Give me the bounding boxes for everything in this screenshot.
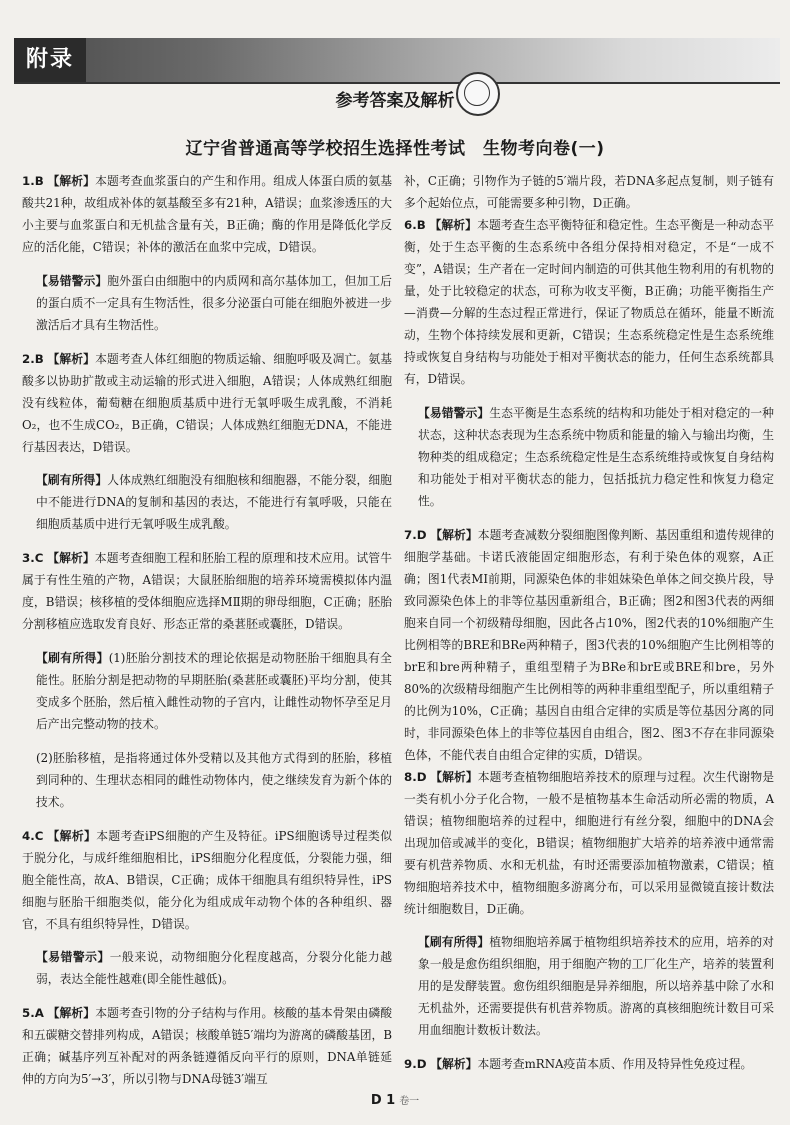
header-rule [14,82,780,84]
note-box [36,469,392,535]
analysis-label: 【解析】 [47,1006,96,1021]
note-label: 【易错警示】 [36,950,110,965]
note-text: 生态平衡是生态系统的结构和功能处于相对稳定的一种状态，这种状态表现为生态系统中物质和能量的输入与输出均衡，生物种类的组成稳定；生态系统稳定性是生态系统维持或恢复自身结构和功能处于相对平衡状态的能力，包括抵抗力稳定性和恢复力稳定性。 [418,405,774,508]
note-label: 【刷有所得】 [418,935,490,950]
analysis-label: 【解析】 [430,769,478,784]
answer-number: 1.B [22,174,44,188]
note-label: 【易错警示】 [36,273,108,288]
answer-number: 6.B [404,218,426,232]
answer-number: 2.B [22,351,44,366]
answer-text: 本题考查人体红细胞的物质运输、细胞呼吸及凋亡。氨基酸多以协助扩散或主动运输的形式进入细胞，A错误；人体成熟红细胞没有线粒体，葡萄糖在细胞质基质中进行无氧呼吸生成乳酸，不消耗O₂，也不生成CO₂，B正确，C错误；人体成熟红细胞无DNA，不能进行基因表达，D错误。 [22,351,392,454]
note-text: 人体成熟红细胞没有细胞核和细胞器，不能分裂，细胞中不能进行DNA的复制和基因的表达，不能进行有氧呼吸，只能在细胞质基质中进行无氧呼吸生成乳酸。 [36,473,392,532]
answer-text: 本题考查引物的分子结构与作用。核酸的基本骨架由磷酸和五碳糖交替排列构成，A错误；核酸单链5′端均为游离的磷酸基团，B正确；碱基序列互补配对的两条链遵循反向平行的原则，DNA单链延伸的方向为5′→3′，所以引物与DNA母链3′端互 [22,1006,392,1087]
page-footer [0,1092,790,1108]
note-text: (1)胚胎分割技术的理论依据是动物胚胎干细胞具有全能性。胚胎分割是把动物的早期胚胎(桑葚胚或囊胚)平均分割，使其变成多个胚胎，然后植入雌性动物的子宫内，让雌性动物怀孕至足月后产出完整动物的技术。 [36,650,392,731]
answer-text: 本题考查血浆蛋白的产生和作用。组成人体蛋白质的氨基酸共21种，故组成补体的氨基酸至多有21种，A错误；血浆渗透压的大小主要与血浆蛋白和无机盐含量有关，B正确；酶的作用是降低化学反应的活化能，C错误；补体的激活在血浆中完成，D错误。 [22,174,392,254]
answer-item [404,524,774,766]
analysis-label: 【解析】 [430,527,478,542]
note-text: 胞外蛋白由细胞中的内质网和高尔基体加工，但加工后的蛋白质不一定具有生物活性，很多分泌蛋白可能在细胞外被进一步激活后才具有生物活性。 [36,273,392,332]
note-text: 植物细胞培养属于植物组织培养技术的应用，培养的对象一般是愈伤组织细胞，用于细胞产物的工厂化生产，培养的装置利用的是发酵装置。愈伤组织细胞是异养细胞，所以培养基中除了水和无机盐外，还需要提供有机营养物质。游离的真核细胞统计数目可采用血细胞计数板计数法。 [418,935,774,1038]
answer-item [404,766,774,920]
answer-item [404,214,774,390]
answer-number: 4.C [22,828,44,843]
analysis-label: 【解析】 [429,218,478,232]
note-box [36,946,392,990]
analysis-label: 【解析】 [47,828,97,843]
answer-item [404,1053,774,1075]
page-number: D 1 [370,1093,396,1108]
answer-text: 本题考查细胞工程和胚胎工程的原理和技术应用。试管牛属于有性生殖的产物，A错误；大鼠胚胎细胞的培养环境需模拟体内温度，B错误；核移植的受体细胞应选择MⅡ期的卵母细胞，C正确；胚胎分割移植应选取发育良好、形态正常的桑葚胚或囊胚，D错误。 [22,551,392,632]
answer-text: 补，C正确；引物作为子链的5′端片段，若DNA多起点复制，则子链有多个起始位点，可能需要多种引物，D正确。 [404,174,774,210]
note-label: 【刷有所得】 [36,650,109,665]
answer-item [22,1002,392,1090]
note-label: 【易错警示】 [418,405,490,420]
seal-icon [456,72,500,116]
answer-item [22,348,392,458]
answer-number: 3.C [22,551,44,566]
answer-text: 本题考查植物细胞培养技术的原理与过程。次生代谢物是一类有机小分子化合物，一般不是植物基本生命活动所必需的物质，A错误；植物细胞培养的过程中，细胞进行有丝分裂，细胞中的DNA会出现加倍或减半的变化，B错误；植物细胞扩大培养的培养液中通常需要有机营养物质、水和无机盐，有时还需要添加植物激素，C错误；植物细胞培养技术中，植物细胞多游离分布，可以采用显微镜直接计数法统计细胞数目，D正确。 [404,769,774,916]
note-text: 一般来说，动物细胞分化程度越高，分裂分化能力越弱，表达全能性越难(即全能性越低)。 [36,950,392,987]
analysis-label: 【解析】 [47,551,95,566]
analysis-label: 【解析】 [47,174,96,188]
analysis-label: 【解析】 [430,1057,478,1072]
answer-text: 本题考查mRNA疫苗本质、作用及特异性免疫过程。 [477,1057,753,1072]
answer-item [22,547,392,635]
note-box [36,270,392,336]
answer-text: 本题考查iPS细胞的产生及特征。iPS细胞诱导过程类似于脱分化，与成纤维细胞相比，iPS细胞分化程度低，分裂能力强，细胞全能性高，故A、B错误，C正确；成体干细胞具有组织特异性，iPS细胞与胚胎干细胞类似，能分化为组成成年动物个体的各种组织、器官，不具有组织特异性，D错误。 [22,828,392,931]
answer-text: 本题考查减数分裂细胞图像判断、基因重组和遗传规律的细胞学基础。卡诺氏液能固定细胞形态，有利于染色体的观察，A正确；图1代表MⅠ前期，同源染色体的非姐妹染色单体之间交换片段，导致同源染色体上的非等位基因重新组合，B正确；图2和图3代表的两细胞来自同一个初级精母细胞，因此各占10%，图2代表的10%细胞产生比例相等的BRE和BRe两种精子，图3代表的10%细胞产生比例相等的brE和bre两种精子，重组型精子为BRe和brE或BRE和bre，另外80%的次级精母细胞产生比例相等的两种非重组型配子，所以重组精子的比例为10%，C正确；基因自由组合定律的实质是等位基因分离的同时，非同源染色体上的非等位基因自由组合，图2、图3不存在非同源染色体，不能代表自由组合定律的实质，D错误。 [404,527,774,762]
appendix-tag: 附录 [14,38,86,82]
footer-note: 卷一 [399,1096,420,1107]
left-column [22,170,392,1090]
note-box [36,647,392,813]
answer-number: 7.D [404,527,427,542]
note-box [418,402,774,512]
note-text: (2)胚胎移植，是指将通过体外受精以及其他方式得到的胚胎，移植到同种的、生理状态相同的雌性动物体内，使之继续发育为新个体的技术。 [36,750,392,809]
exam-subtitle: 辽宁省普通高等学校招生选择性考试 生物考向卷(一) [185,139,605,159]
answer-item [404,170,774,214]
answer-number: 5.A [22,1006,44,1021]
answer-item [22,170,392,258]
analysis-label: 【解析】 [47,351,96,366]
answer-number: 8.D [404,769,427,784]
note-label: 【刷有所得】 [36,473,108,488]
answer-text: 本题考查生态平衡特征和稳定性。生态平衡是一种动态平衡，处于生态平衡的生态系统中各组分保持相对稳定，不是“一成不变”，A错误；生产者在一定时间内制造的可供其他生物利用的有机物的量，处于比较稳定的状态，可称为收支平衡，B正确；功能平衡指生产—消费—分解的生态过程正常进行，保证了物质总在循环，能量不断流动，生物个体持续发展和更新，C错误；生态系统稳定性是生态系统维持或恢复自身结构与功能处于相对平衡状态的能力，任何生态系统都具有，D错误。 [404,218,774,386]
header-bar [14,38,780,82]
page-title: 参考答案及解析 [335,91,455,111]
right-column [404,170,774,1075]
note-box [418,931,774,1041]
answer-number: 9.D [404,1057,427,1072]
answer-item [22,825,392,935]
